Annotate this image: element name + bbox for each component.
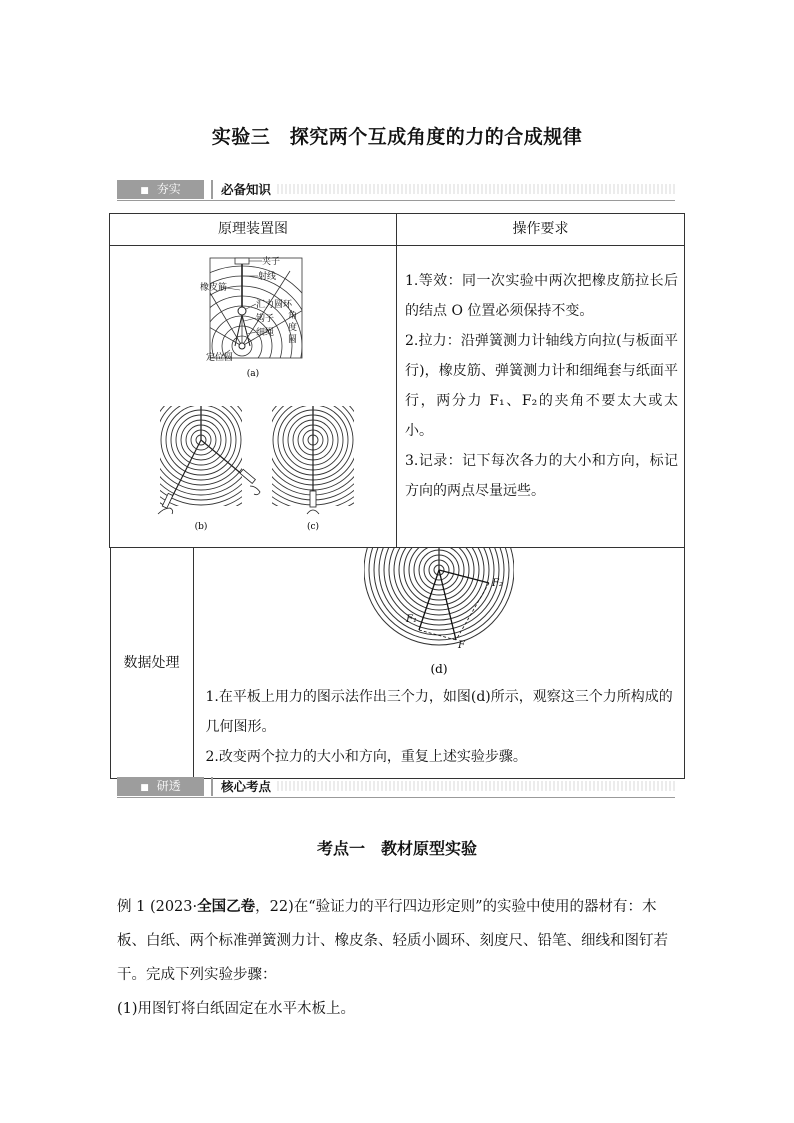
data-item-1: 1.在平板上用力的图示法作出三个力，如图(d)所示，观察这三个力所构成的几何图形。	[205, 689, 673, 735]
label-angle-2: 度	[288, 323, 298, 333]
section-bar-core	[117, 777, 675, 798]
data-processing-label: 数据处理	[110, 548, 193, 779]
caption-b: (b)	[194, 522, 208, 532]
figure-b	[126, 365, 276, 532]
label-f1: F₁	[405, 614, 417, 625]
figure-d	[194, 548, 684, 682]
label-clip: 夹子	[262, 257, 281, 267]
experiment-table	[109, 213, 685, 779]
apparatus-figure-cell	[110, 246, 397, 548]
data-processing-cell	[193, 548, 684, 779]
operation-item-1: 1.等效：同一次实验中两次把橡皮筋拉长后的结点 O 位置必须保持不变。	[405, 273, 678, 319]
label-angle-1: 角	[288, 311, 298, 321]
label-f: F	[457, 640, 465, 651]
section-heading: 考点一 教材原型实验	[316, 839, 477, 858]
label-point: 定位圆	[206, 353, 234, 363]
label-ring: 汇力圆环	[256, 300, 293, 310]
section-label: 必备知识	[211, 180, 271, 199]
label-rope: 细绳	[256, 328, 275, 338]
header-right: 操作要求	[397, 214, 685, 246]
page-title: 实验三 探究两个互成角度的力的合成规律	[211, 126, 583, 148]
data-item-2: 2.改变两个拉力的大小和方向，重复上述实验步骤。	[205, 749, 527, 765]
bullet-icon: ■	[140, 783, 149, 793]
figure-a	[162, 255, 322, 426]
section-bar-basic	[117, 180, 675, 201]
operations-cell	[397, 246, 685, 548]
label-f2: F₂	[491, 578, 503, 589]
example-prefix: 例 1 (2023·	[117, 899, 198, 915]
decorative-stripe	[277, 184, 675, 194]
example-paragraph	[117, 890, 683, 992]
section-tag: 研透	[156, 779, 181, 793]
section-tag: 夯实	[156, 182, 181, 196]
label-hook: 钩子	[256, 314, 275, 324]
label-angle-3: 圆	[288, 335, 298, 345]
figure-c	[238, 365, 388, 532]
bullet-icon: ■	[140, 186, 149, 196]
operation-item-3: 3.记录：记下每次各力的大小和方向，标记方向的两点尽量远些。	[405, 453, 678, 499]
operation-item-2: 2.拉力：沿弹簧测力计轴线方向拉(与板面平行)，橡皮筋、弹簧测力计和细绳套与纸面平行，两分力 F₁、F₂的夹角不要太大或太小。	[405, 333, 678, 439]
section-label: 核心考点	[211, 777, 271, 796]
caption-a: (a)	[246, 369, 260, 379]
caption-d: (d)	[429, 662, 448, 676]
label-rubber: 橡皮筋	[200, 283, 228, 293]
apparatus-figures	[110, 246, 396, 536]
example-step-1: (1)用图钉将白纸固定在水平木板上。	[117, 1001, 356, 1017]
example-body: ，22)在“验证力的平行四边形定则”的实验中使用的器材有：木板、白纸、两个标准弹簧测力计、橡皮条、轻质小圆环、刻度尺、铅笔、细线和图钉若干。完成下列实验步骤：	[117, 899, 668, 983]
example-source: 全国乙卷	[197, 899, 256, 915]
label-thread: 射线	[258, 272, 277, 282]
decorative-stripe	[277, 781, 675, 791]
caption-c: (c)	[306, 522, 320, 532]
header-left: 原理装置图	[110, 214, 397, 246]
